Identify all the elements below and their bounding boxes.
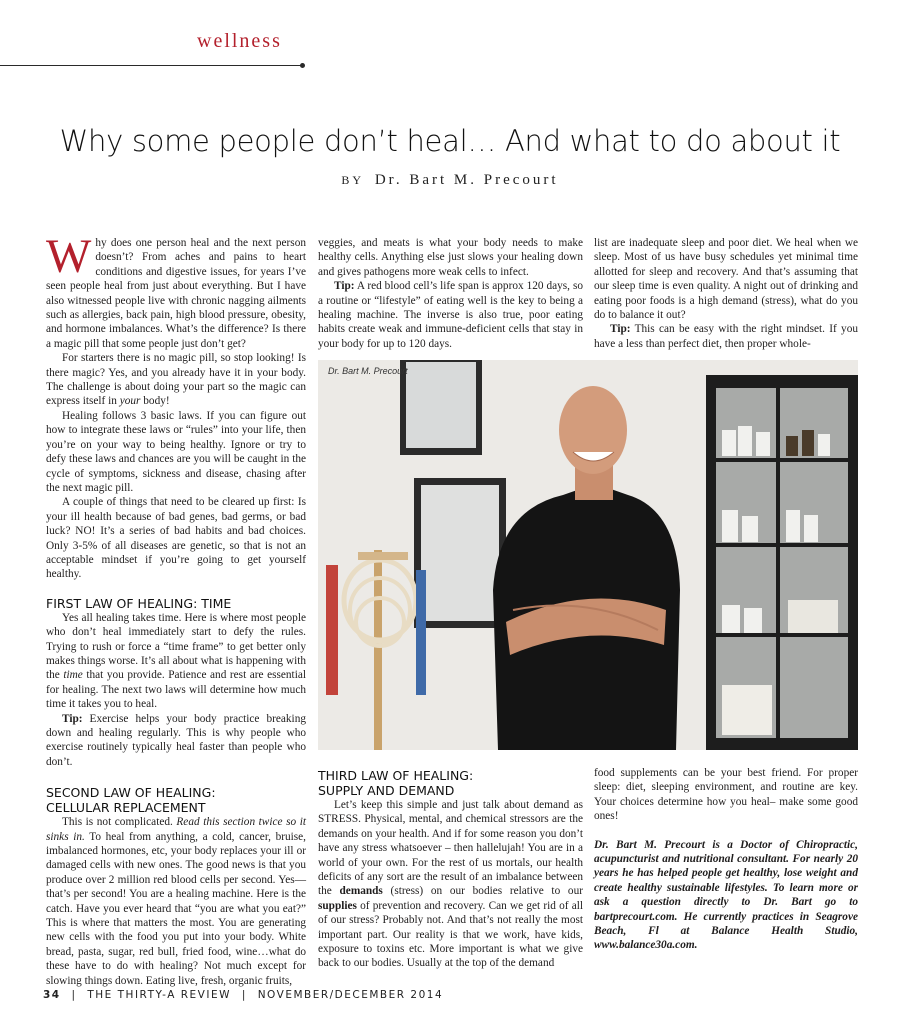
- paragraph: list are inadequate sleep and poor diet. We heal when we sleep. Most of us have busy schedules yet minimal time allotted for sleep and recovery. And that’s assuming that our sleep time is even quality. A night out of drinking and eating poor foods is a high demand (stress), what do you do to balance it out?: [594, 237, 858, 322]
- article-byline: [0, 172, 900, 189]
- paragraph: This is not complicated. Read this section twice so it sinks in. To heal from anything, a cold, cancer, bruise, imbalanced hormones, etc, your body replaces your ill or damaged cells with new ones. The good news is that you produce over 2 million red blood cells per second. Yes—that’s per second! You are a healing machine. Here is the catch. Have you ever heard that “you are what you eat?” This is where that matters the most. You are generating new cells with the food you put into your body. White bread, pasta, sugar, red bull, fried food, wine…what do these have to do with healing? Not much except for slowing things down. Eating live, fresh, organic fruits,: [46, 816, 307, 987]
- byline-prefix: BY: [341, 173, 365, 187]
- paragraph: veggies, and meats is what your body needs to make healthy cells. Anything else just slows your healing down and gives pathogens more weak cells to infect.: [318, 237, 583, 278]
- column-2-bottom: [318, 768, 583, 971]
- paragraph: food supplements can be your best friend. For proper sleep: diet, sleeping environment, and routine are key. Your choices determine how you heal– make some good ones!: [594, 767, 858, 823]
- column-3-top: [594, 236, 858, 351]
- issue-date: NOVEMBER/DECEMBER 2014: [257, 989, 444, 1001]
- page-footer: [43, 989, 443, 1001]
- photo-caption: Dr. Bart M. Precourt: [328, 366, 408, 376]
- tip-paragraph: Tip: A red blood cell’s life span is approx 120 days, so a routine or “lifestyle” of eating well is the key to being a healing machine. The inverse is also true, poor eating habits create weak and immune-deficient cells that stay in your body for up to 120 days.: [318, 280, 583, 350]
- paragraph: For starters there is no magic pill, so stop looking! Is there magic? Yes, and you already have it in your body. The challenge is about doing your part so the magic can express itself in your body!: [46, 352, 306, 408]
- author-photo: [318, 360, 858, 750]
- section-label: wellness: [197, 30, 282, 52]
- byline-author: Dr. Bart M. Precourt: [374, 172, 559, 188]
- publication-name: THE THIRTY-A REVIEW: [87, 989, 231, 1001]
- tip-paragraph: Tip: This can be easy with the right mindset. If you have a less than perfect diet, then proper whole-: [594, 323, 858, 350]
- article-title: Why some people don’t heal… And what to do about it: [59, 124, 841, 158]
- header-rule: [0, 65, 303, 66]
- header-rule-dot: [300, 63, 305, 68]
- section-heading-second-law: SECOND LAW OF HEALING: CELLULAR REPLACEMENT: [46, 785, 216, 816]
- photo-illustration: [318, 360, 858, 750]
- paragraph: Let’s keep this simple and just talk about demand as STRESS. Physical, mental, and chemical stressors are the demands on your health. And if for some reason you don’t have any stress whatsoever – then hallelujah! You are in a world of your own. For the rest of us mortals, our health deficits of any sort are the result of an imbalance between the demands (stress) on our bodies relative to our supplies of prevention and recovery. Can we get rid of all of our stress? Probably not. And that’s not really the most important part. Our reality is that we work, have kids, exposure to toxins etc. More important is what we give back to our bodies. Usually at the top of the demand: [318, 799, 583, 970]
- paragraph: A couple of things that need to be cleared up first: Is your ill health because of bad genes, bad germs, or bad luck? NO! It’s a series of bad habits and bad choices. Only 3-5% of all diseases are genetic, so that is not an acceptable mindset if you’re going to get yourself healthy.: [46, 496, 306, 581]
- drop-cap: W: [46, 230, 92, 283]
- section-heading-third-law: THIRD LAW OF HEALING: SUPPLY AND DEMAND: [318, 768, 474, 798]
- footer-separator: |: [71, 989, 77, 1001]
- author-bio: Dr. Bart M. Precourt is a Doctor of Chiropractic, acupuncturist and nutritional consultant. For nearly 20 years he has helped people get healthy, lose weight and create healthy sustainable lifestyles. To learn more or ask a question directly to Dr. Bart go to bartprecourt.com. He currently practices in Seagrove Beach, Fl at Balance Health Studio, www.balance30a.com.: [594, 838, 858, 952]
- column-3-bottom: [594, 766, 858, 953]
- paragraph: Healing follows 3 basic laws. If you can figure out how to integrate these laws or “rules” into your life, then you’re on your way to being healthy. Ignore or try to defy these laws and chances are you will be caught in the cycle of symptoms, sickness and disease, chasing after the next magic pill.: [46, 409, 306, 494]
- section-heading-first-law: FIRST LAW OF HEALING: TIME: [46, 595, 232, 611]
- page-number: 34: [43, 989, 61, 1001]
- footer-separator: |: [241, 989, 247, 1001]
- column-2-top: [318, 236, 583, 351]
- paragraph: Why does one person heal and the next person doesn’t? From aches and pains to heart conditions and digestive issues, for years I’ve seen people heal from just about everything. But I have also witnessed people live with chronic nagging ailments such as allergies, back pain, high blood pressure, obesity, and hormone imbalances. What’s the difference? Is there a magic pill that some people just don’t get?: [46, 230, 306, 350]
- tip-paragraph: Tip: Exercise helps your body practice breaking down and healing regularly. This is why people who exercise routinely typically heal faster than people who don’t.: [46, 712, 306, 768]
- paragraph: Yes all healing takes time. Here is where most people who don’t heal immediately start to defy the rules. Trying to rush or force a “time frame” to get better only makes things worse. It’s all about what is happening with the time that you provide. Patience and rest are essential for healing. The next two laws will determine how much time it takes you to heal.: [46, 611, 306, 711]
- column-1: [46, 230, 307, 988]
